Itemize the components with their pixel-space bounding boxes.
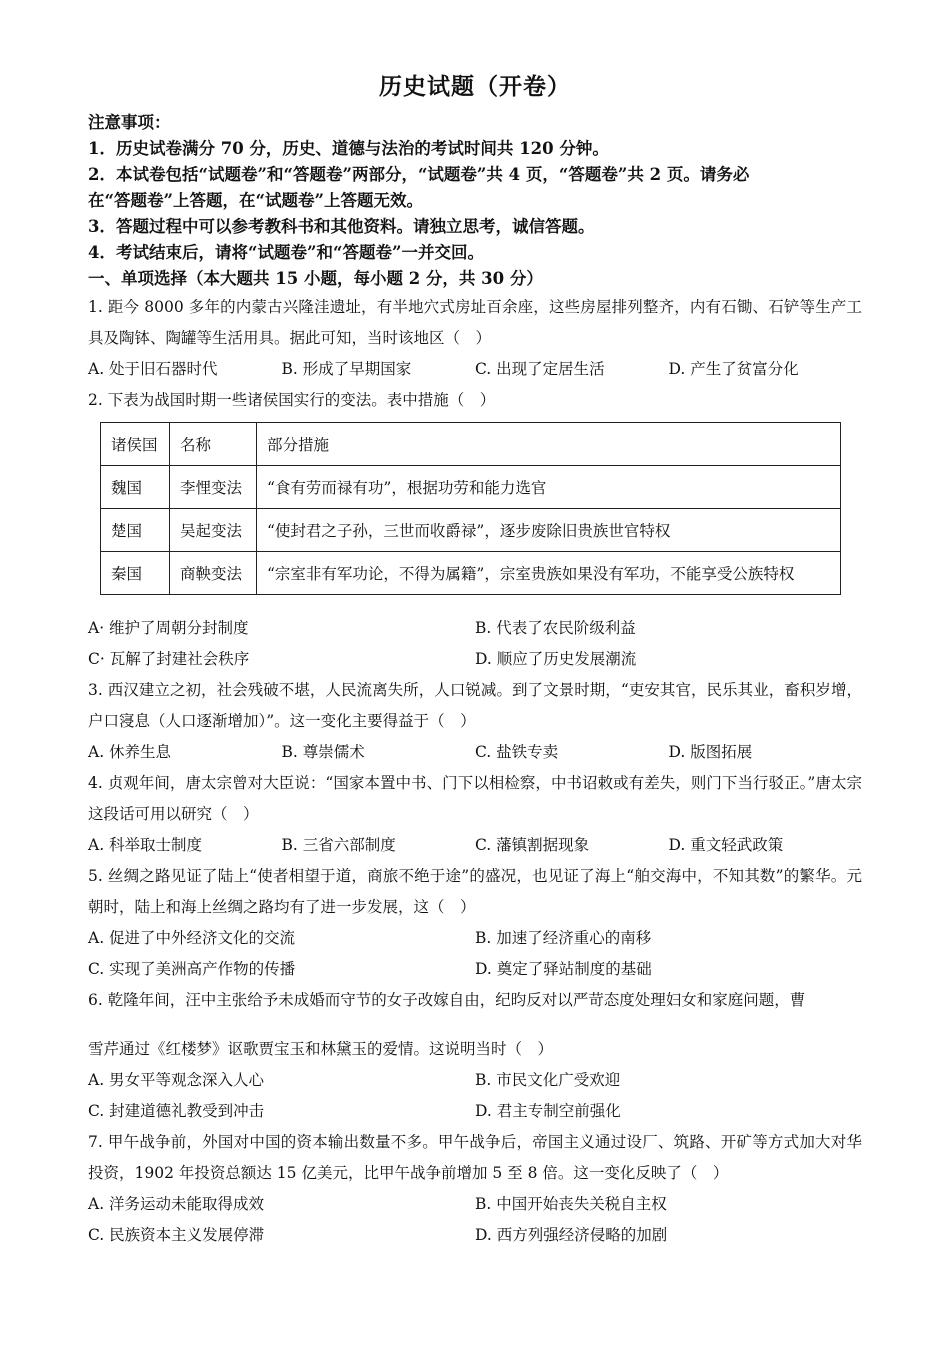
table-cell: 商鞅变法 — [170, 552, 257, 595]
option-c: C. 出现了定居生活 — [475, 360, 605, 378]
question-5-options — [88, 954, 862, 985]
question-3-options — [88, 737, 862, 768]
question-2-options — [88, 613, 862, 644]
notice-heading: 注意事项： — [88, 113, 171, 132]
option-b: B. 形成了早期国家 — [281, 360, 412, 378]
option-d: D. 奠定了驿站制度的基础 — [475, 960, 652, 978]
table-header-row — [101, 423, 841, 466]
table-row — [101, 552, 841, 595]
option-a: A. 科举取士制度 — [88, 836, 203, 854]
question-4-stem: 4. 贞观年间，唐太宗曾对大臣说：“国家本置中书、门下以相检察，中书诏敕或有差失，则门下当行驳正。”唐太宗这段话可用以研究（ ） — [88, 774, 862, 823]
option-b: B. 市民文化广受欢迎 — [475, 1071, 621, 1089]
question-2-options — [88, 644, 862, 675]
option-d: D. 版图拓展 — [668, 743, 753, 761]
section-heading: 一、单项选择（本大题共 15 小题，每小题 2 分，共 30 分） — [88, 269, 543, 288]
table-cell: “宗室非有军功论，不得为属籍”，宗室贵族如果没有军功，不能享受公族特权 — [257, 552, 841, 595]
page-break-gap — [88, 1016, 862, 1034]
notice-item: 在“答题卷”上答题，在“试题卷”上答题无效。 — [88, 191, 423, 210]
table-row — [101, 466, 841, 509]
option-d: D. 顺应了历史发展潮流 — [475, 650, 637, 668]
option-b: B. 三省六部制度 — [281, 836, 396, 854]
reform-table — [100, 422, 841, 595]
question-6-stem-continued: 雪芹通过《红楼梦》讴歌贾宝玉和林黛玉的爱情。这说明当时（ ） — [88, 1040, 554, 1058]
question-1-options — [88, 354, 862, 385]
exam-page — [88, 70, 862, 1251]
table-cell: 吴起变法 — [170, 509, 257, 552]
question-5-stem: 5. 丝绸之路见证了陆上“使者相望于道，商旅不绝于途”的盛况，也见证了海上“舶交海中，不知其数”的繁华。元朝时，陆上和海上丝绸之路均有了进一步发展，这（ ） — [88, 867, 862, 916]
notice-item: 2．本试卷包括“试题卷”和“答题卷”两部分，“试题卷”共 4 页，“答题卷”共 2 页。请务必 — [88, 165, 750, 184]
question-6-options — [88, 1065, 862, 1096]
table-header-cell: 部分措施 — [257, 423, 841, 466]
option-a: A. 洋务运动未能取得成效 — [88, 1195, 265, 1213]
option-d: D. 重文轻武政策 — [668, 836, 784, 854]
question-1-stem: 1. 距今 8000 多年的内蒙古兴隆洼遗址，有半地穴式房址百余座，这些房屋排列整齐，内有石锄、石铲等生产工具及陶钵、陶罐等生活用具。据此可知，当时该地区（ ） — [88, 298, 862, 347]
table-cell: 秦国 — [101, 552, 170, 595]
option-a: A. 处于旧石器时代 — [88, 360, 218, 378]
page-title: 历史试题（开卷） — [379, 73, 571, 100]
option-a: A. 男女平等观念深入人心 — [88, 1071, 265, 1089]
option-a: A. 促进了中外经济文化的交流 — [88, 929, 296, 947]
notice-item: 3．答题过程中可以参考教科书和其他资料。请独立思考，诚信答题。 — [88, 217, 595, 236]
table-cell: “食有劳而禄有功”，根据功劳和能力选官 — [257, 466, 841, 509]
option-b: B. 加速了经济重心的南移 — [475, 929, 652, 947]
option-c: C· 瓦解了封建社会秩序 — [88, 650, 250, 668]
table-header-cell: 诸侯国 — [101, 423, 170, 466]
question-6-stem: 6. 乾隆年间，汪中主张给予未成婚而守节的女子改嫁自由，纪昀反对以严苛态度处理妇女和家庭问题，曹 — [88, 991, 806, 1009]
question-5-options — [88, 923, 862, 954]
table-cell: “使封君之子孙，三世而收爵禄”，逐步废除旧贵族世官特权 — [257, 509, 841, 552]
option-a: A. 休养生息 — [88, 743, 172, 761]
table-cell: 李悝变法 — [170, 466, 257, 509]
option-c: C. 民族资本主义发展停滞 — [88, 1226, 265, 1244]
table-cell: 楚国 — [101, 509, 170, 552]
table-cell: 魏国 — [101, 466, 170, 509]
option-c: C. 实现了美洲高产作物的传播 — [88, 960, 296, 978]
table-row — [101, 509, 841, 552]
option-d: D. 产生了贫富分化 — [668, 360, 799, 378]
question-7-options — [88, 1220, 862, 1251]
question-6-options — [88, 1096, 862, 1127]
option-c: C. 藩镇割据现象 — [475, 836, 590, 854]
question-2-stem: 2. 下表为战国时期一些诸侯国实行的变法。表中措施（ ） — [88, 391, 496, 409]
table-header-cell: 名称 — [170, 423, 257, 466]
notice-item: 1．历史试卷满分 70 分，历史、道德与法治的考试时间共 120 分钟。 — [88, 139, 609, 158]
option-a: A· 维护了周朝分封制度 — [88, 619, 249, 637]
option-d: D. 西方列强经济侵略的加剧 — [475, 1226, 668, 1244]
question-7-stem: 7. 甲午战争前，外国对中国的资本输出数量不多。甲午战争后，帝国主义通过设厂、筑路、开矿等方式加大对华投资，1902 年投资总额达 15 亿美元，比甲午战争前增加 5 至 8 倍。这一变化反映了（ ） — [88, 1133, 862, 1182]
option-d: D. 君主专制空前强化 — [475, 1102, 621, 1120]
question-3-stem: 3. 西汉建立之初，社会残破不堪，人民流离失所，人口锐减。到了文景时期，“吏安其官，民乐其业，畜积岁增，户口寖息（人口逐渐增加）”。这一变化主要得益于（ ） — [88, 681, 862, 730]
option-b: B. 代表了农民阶级利益 — [475, 619, 636, 637]
notice-item: 4．考试结束后，请将“试题卷”和“答题卷”一并交回。 — [88, 243, 484, 262]
option-c: C. 盐铁专卖 — [475, 743, 559, 761]
question-4-options — [88, 830, 862, 861]
option-c: C. 封建道德礼教受到冲击 — [88, 1102, 265, 1120]
option-b: B. 中国开始丧失关税自主权 — [475, 1195, 667, 1213]
option-b: B. 尊崇儒术 — [281, 743, 365, 761]
question-7-options — [88, 1189, 862, 1220]
